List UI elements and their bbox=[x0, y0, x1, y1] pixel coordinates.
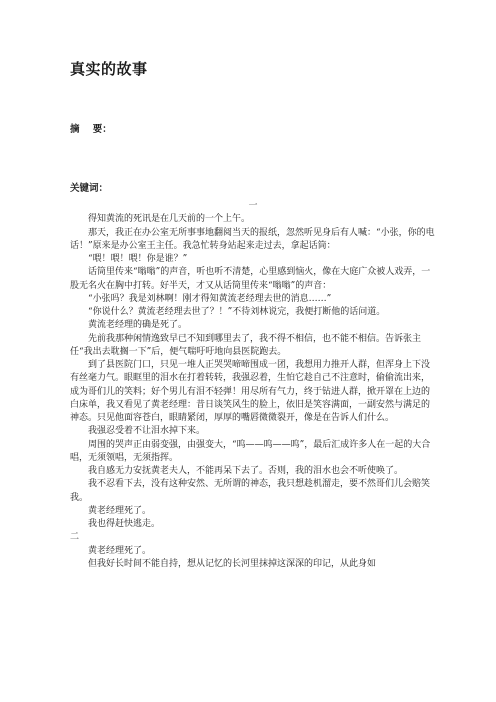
paragraph: 黄老经理死了。 bbox=[88, 545, 152, 556]
paragraph: 先前我那种闲情逸致早已不知到哪里去了，我不得不相信，也不能不相信。告诉张主任“我出去耽搁一下”后，便气喘吁吁地向县医院跑去。 bbox=[70, 333, 422, 357]
paragraph: 那天，我正在办公室无所事事地翻阅当天的报纸，忽然听见身后有人喊：“小张，你的电话！”原来是办公室王主任。我急忙转身站起来走过去，拿起话筒： bbox=[70, 227, 435, 251]
document-title: 真实的故事 bbox=[70, 60, 148, 78]
paragraph: 黄流老经理的确是死了。 bbox=[88, 320, 188, 331]
paragraph: 但我好长时间不能自持，想从记忆的长河里抹掉这深深的印记，从此身如 bbox=[88, 558, 377, 569]
paragraph: 得知黄流的死讯是在几天前的一个上午。 bbox=[88, 214, 251, 225]
paragraph: “小张吗？我是刘林啊！刚才得知黄流老经理去世的消息……” bbox=[88, 293, 332, 304]
paragraph: 黄老经理死了。 bbox=[88, 505, 152, 516]
abstract-label: 摘 要： bbox=[70, 124, 112, 135]
paragraph: 我强忍受着不让泪水掉下来。 bbox=[88, 426, 206, 437]
paragraph: “你说什么？黄流老经理去世了？！”不待刘林说完，我便打断他的话问道。 bbox=[88, 307, 386, 317]
section-marker: 二 bbox=[70, 532, 80, 543]
paragraph: 我也得赶快逃走。 bbox=[88, 519, 161, 529]
section-marker: 一 bbox=[248, 201, 258, 211]
keywords-label: 关键词： bbox=[70, 183, 109, 194]
paragraph: 我自感无力安抚黄老夫人，不能再呆下去了。否则，我的泪水也会不听使唤了。 bbox=[88, 466, 404, 476]
paragraph: 周围的哭声正由弱变强，由强变大，“呜——呜——呜”，最后汇成许多人在一起的大合唱，无须领唱，无须指挥。 bbox=[70, 439, 431, 463]
paragraph: 到了县医院门口，只见一堆人正哭哭啼啼围成一团，我想用力推开人群，但浑身上下没有丝毫力气。眼眶里的泪水在打着转转，我强忍着，生怕它趁自己不注意时，偷偷流出来，成为哥们儿的笑料；好个男儿有泪不轻弹！用尽所有气力，终于钻进人群，掀开罩在上边的白床单，我又看见了黄老经理：昔日谈笑风生的脸上，依旧是笑容满面，一副安然与满足的神态。只见他面容苍白，眼睛紧闭，厚厚的嘴唇微微裂开，像是在告诉人们什么。 bbox=[70, 360, 431, 423]
paragraph: 我不忍看下去，没有这种安然、无所谓的神态，我只想趁机溜走，要不然哥们儿会赔笑我。 bbox=[70, 479, 431, 503]
paragraph: 话筒里传来“嗡嗡”的声音，听也听不清楚，心里感到恼火，像在大庭广众被人戏弄，一股无名火在胸中打转。好半天，才又从话筒里传来“嗡嗡”的声音： bbox=[70, 267, 431, 291]
paragraph: “喂！喂！喂！你是谁？” bbox=[88, 254, 188, 264]
body-text bbox=[70, 200, 436, 571]
